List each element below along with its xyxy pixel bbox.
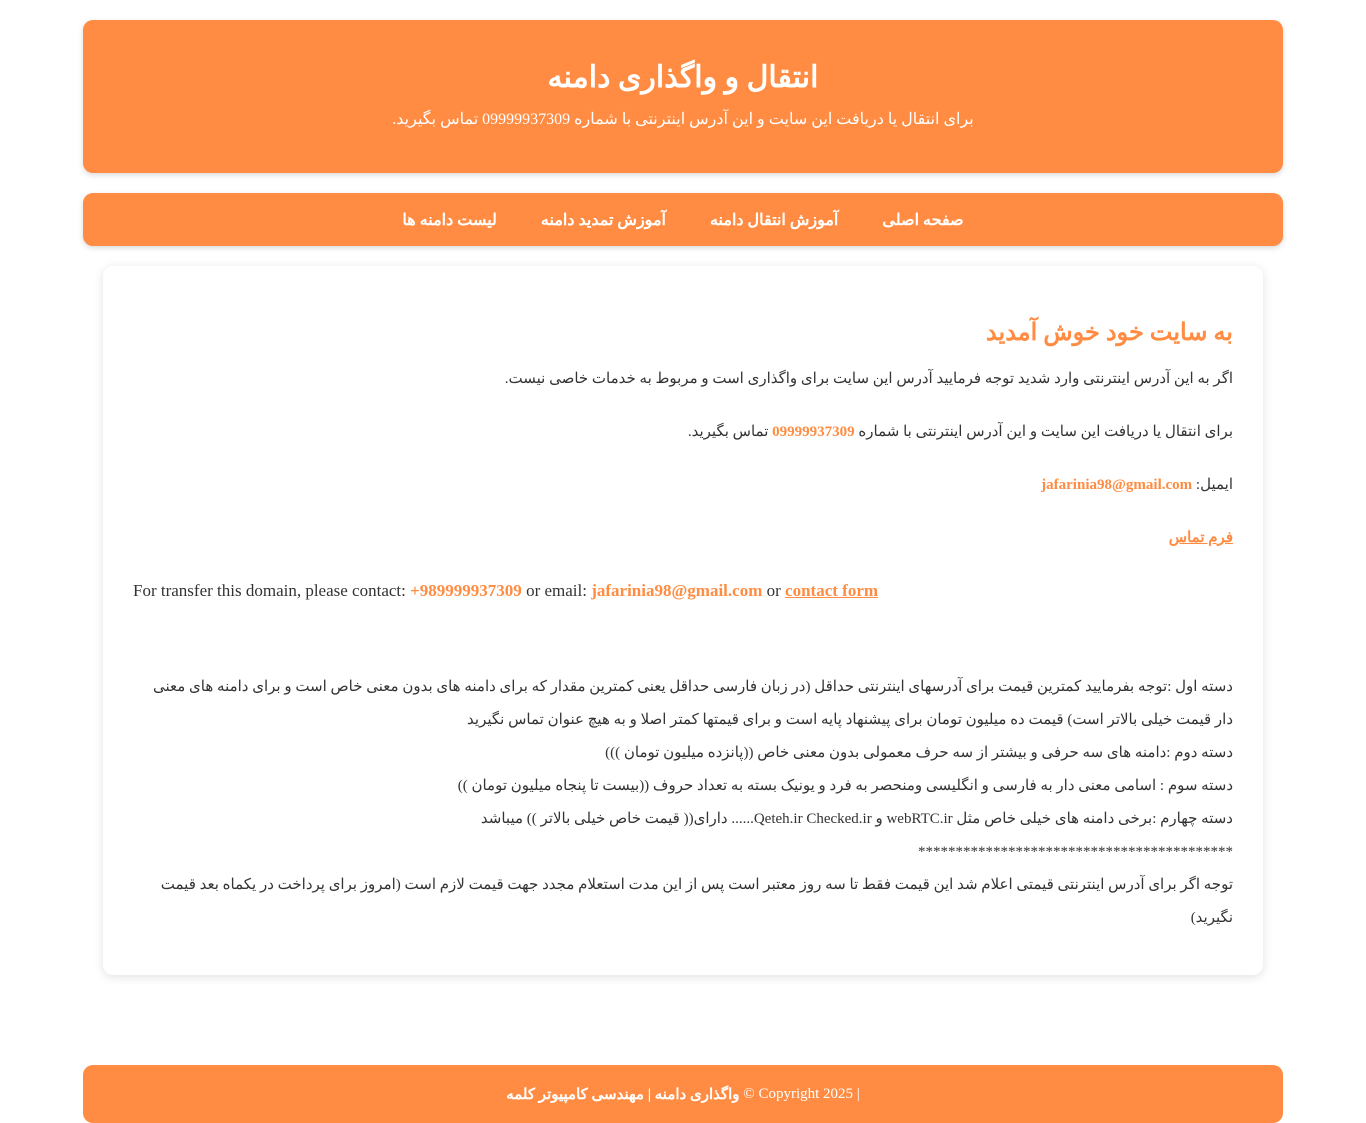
main-content: [103, 266, 1263, 975]
footer-copyright: © Copyright 2025 |: [743, 1085, 860, 1102]
site-subtitle: برای انتقال یا دریافت این سایت و این آدرس اینترنتی با شماره 09999937309 تماس بگیرید.: [392, 111, 974, 128]
site-header: [83, 20, 1283, 173]
site-footer: [83, 1065, 1283, 1123]
en-mid: or email:: [521, 581, 592, 600]
welcome-heading: به سایت خود خوش آمدید: [985, 320, 1233, 346]
main-nav: [83, 193, 1283, 246]
notice-text: اگر به این آدرس اینترنتی وارد شدید توجه فرمایید آدرس این سایت برای واگذاری است و مربوط به خدمات خاصی نیست.: [504, 371, 1233, 387]
nav-home[interactable]: صفحه اصلی: [882, 211, 964, 229]
email-link[interactable]: jafarinia98@gmail.com: [1041, 477, 1193, 493]
english-contact: [133, 581, 1233, 601]
en-contact-form-link[interactable]: contact form: [785, 581, 879, 600]
site-title: انتقال و واگذاری دامنه: [547, 61, 819, 94]
nav-renew-guide[interactable]: آموزش تمدید دامنه: [540, 211, 666, 229]
contact-after: تماس بگیرید.: [687, 424, 773, 440]
en-email-link[interactable]: jafarinia98@gmail.com: [591, 581, 763, 600]
nav-domain-list[interactable]: لیست دامنه ها: [402, 211, 497, 229]
footer-brand: واگذاری دامنه | مهندسی کامپیوتر کلمه: [506, 1086, 740, 1103]
en-or: or: [762, 581, 786, 600]
en-phone: +989999937309: [410, 581, 522, 600]
email-line: [133, 475, 1233, 494]
price-validity-note: توجه اگر برای آدرس اینترنتی قیمتی اعلام شد این قیمت فقط تا سه روز معتبر است پس از این مدت استعلام مجدد جهت قیمت لازم است (امروز برای پرداخت در یکماه بعد قیمت نگیرید): [160, 877, 1233, 926]
contact-text: [133, 422, 1233, 441]
separator: ******************************************: [918, 844, 1233, 860]
category-3: دسته سوم : اسامی معنی دار به فارسی و انگلیسی ومنحصر به فرد و یونیک بسته به تعداد حروف ((بیست تا پنجاه میلیون تومان )): [457, 778, 1233, 794]
category-1: دسته اول :توجه بفرمایید کمترین قیمت برای آدرسهای اینترنتی حداقل (در زبان فارسی حداقل یعنی کمترین مقدار که برای دامنه های بدون معنی خاص است و برای دامنه های معنی دار قیمت خیلی بالاتر است) قیمت ده میلیون تومان برای پیشنهاد پایه است و برای قیمتها کمتر اصلا و به هیچ عنوان تماس نگیرید: [153, 679, 1233, 728]
category-2: دسته دوم :دامنه های سه حرفی و بیشتر از سه حرف معمولی بدون معنی خاص ((پانزده میلیون تومان ))): [605, 745, 1233, 761]
category-4: دسته چهارم :برخی دامنه های خیلی خاص مثل webRTC.ir و Qeteh.ir Checked.ir...... دارای(( قیمت خاص خیلی بالاتر )) میباشد: [480, 811, 1233, 827]
en-before: For transfer this domain, please contact:: [133, 581, 411, 600]
email-label: ایمیل:: [1192, 477, 1233, 493]
phone-number: 09999937309: [772, 424, 855, 440]
nav-transfer-guide[interactable]: آموزش انتقال دامنه: [709, 211, 839, 229]
contact-form-link[interactable]: فرم تماس: [1168, 530, 1233, 546]
contact-before: برای انتقال یا دریافت این سایت و این آدرس اینترنتی با شماره: [854, 424, 1233, 440]
